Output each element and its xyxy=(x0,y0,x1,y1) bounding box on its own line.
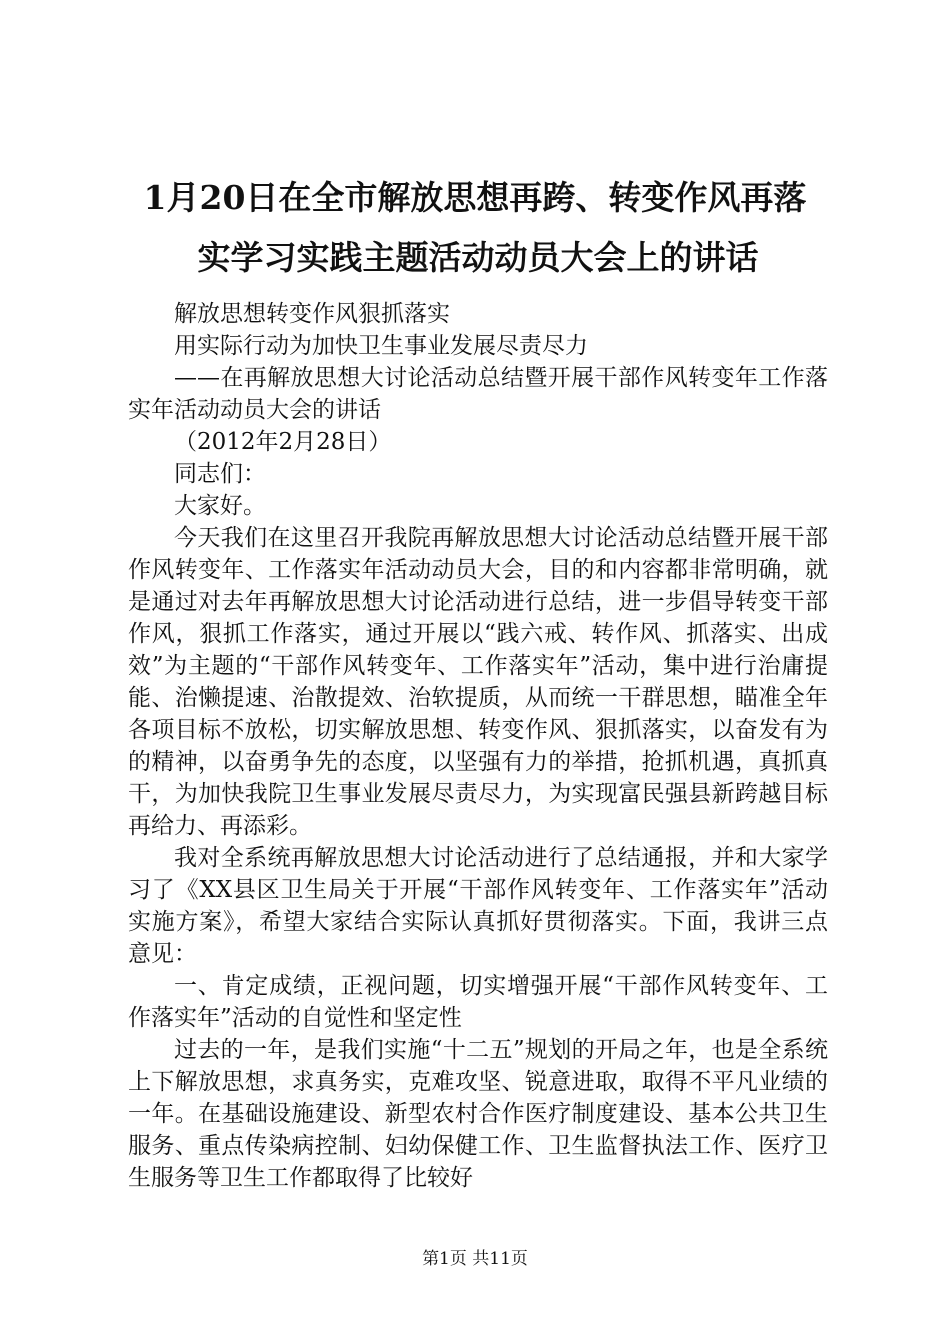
body-paragraph: 今天我们在这里召开我院再解放思想大讨论活动总结暨开展干部作风转变年、工作落实年活动动员大会，目的和内容都非常明确，就是通过对去年再解放思想大讨论活动进行总结，进一步倡导转变干部作风，狠抓工作落实，通过开展以“践六戒、转作风、抓落实、出成效”为主题的“干部作风转变年、工作落实年”活动，集中进行治庸提能、治懒提速、治散提效、治软提质，从而统一干群思想，瞄准全年各项目标不放松，切实解放思想、转变作风、狠抓落实，以奋发有为的精神，以奋勇争先的态度，以坚强有力的举措，抢抓机遇，真抓真干，为加快我院卫生事业发展尽责尽力，为实现富民强县新跨越目标再给力、再添彩。 xyxy=(128,525,828,839)
document-body xyxy=(128,298,828,1194)
subtitle-line: 用实际行动为加快卫生事业发展尽责尽力 xyxy=(174,333,588,359)
page-footer: 第1页 共11页 xyxy=(422,1249,528,1269)
document-page xyxy=(128,168,828,1194)
document-title xyxy=(128,168,828,288)
title-line-2: 实学习实践主题活动动员大会上的讲话 xyxy=(197,238,759,277)
speech-occasion: ——在再解放思想大讨论活动总结暨开展干部作风转变年工作落实年活动动员大会的讲话 xyxy=(128,365,828,423)
greeting: 大家好。 xyxy=(174,493,266,519)
subtitle-line: 解放思想转变作风狠抓落实 xyxy=(174,301,450,327)
title-line-1: 1月20日在全市解放思想再跨、转变作风再落 xyxy=(143,178,807,217)
salutation: 同志们： xyxy=(174,461,266,487)
body-paragraph: 我对全系统再解放思想大讨论活动进行了总结通报，并和大家学习了《XX县区卫生局关于开展“干部作风转变年、工作落实年”活动实施方案》，希望大家结合实际认真抓好贯彻落实。下面，我讲三点意见： xyxy=(128,845,828,967)
section-heading: 一、肯定成绩，正视问题，切实增强开展“干部作风转变年、工作落实年”活动的自觉性和坚定性 xyxy=(128,973,828,1031)
body-paragraph: 过去的一年，是我们实施“十二五”规划的开局之年，也是全系统上下解放思想，求真务实，克难攻坚、锐意进取，取得不平凡业绩的一年。在基础设施建设、新型农村合作医疗制度建设、基本公共卫生服务、重点传染病控制、妇幼保健工作、卫生监督执法工作、医疗卫生服务等卫生工作都取得了比较好 xyxy=(128,1037,828,1191)
speech-date: （2012年2月28日） xyxy=(174,429,392,455)
